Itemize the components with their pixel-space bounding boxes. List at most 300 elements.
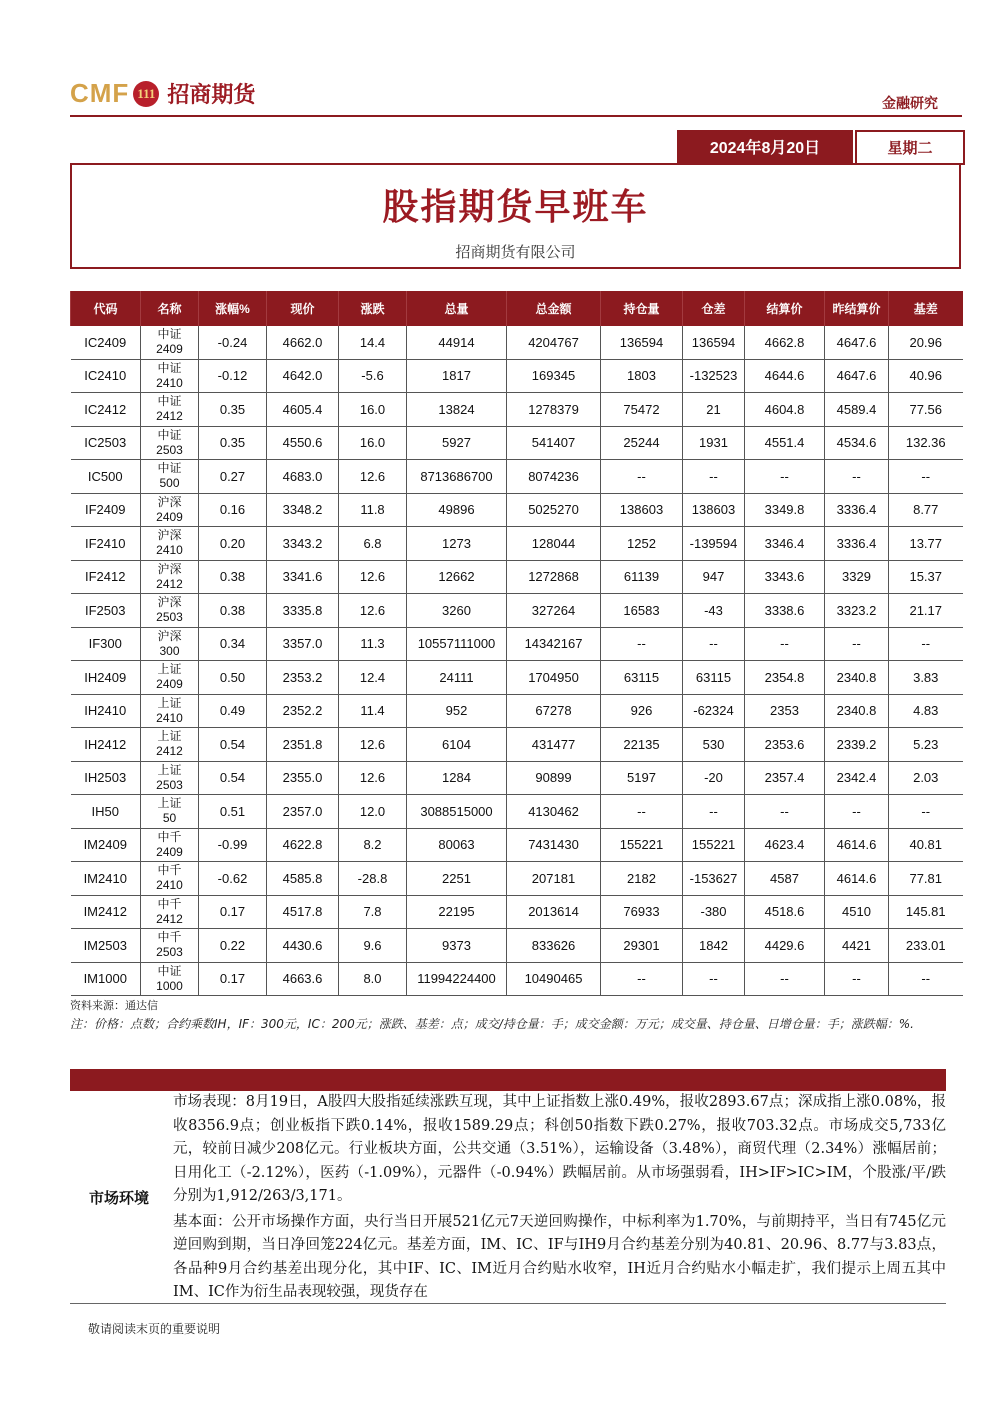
cell-chg: 11.4 — [339, 694, 407, 728]
cell-amt: 10490465 — [507, 962, 601, 996]
cell-price: 2353.2 — [267, 661, 339, 695]
cell-prev: -- — [825, 962, 889, 996]
cell-amt: 1704950 — [507, 661, 601, 695]
cell-chg: 12.0 — [339, 795, 407, 829]
cell-oi: 926 — [601, 694, 683, 728]
cell-amt: 1272868 — [507, 560, 601, 594]
table-row — [71, 527, 963, 561]
cell-name-index: 中证 — [157, 394, 182, 409]
cell-price: 4663.6 — [267, 962, 339, 996]
cell-name-month: 2503 — [156, 945, 183, 960]
cell-settle: 4551.4 — [745, 426, 825, 460]
cell-oichg: -- — [683, 627, 745, 661]
cell-oi: 1252 — [601, 527, 683, 561]
cell-name-month: 2409 — [156, 844, 183, 859]
cell-code: IH2503 — [71, 761, 141, 795]
cell-name-index: 沪深 — [157, 628, 182, 643]
cell-name — [141, 929, 199, 963]
cell-amt: 8074236 — [507, 460, 601, 494]
cell-code: IC2410 — [71, 359, 141, 393]
cell-basis: 132.36 — [889, 426, 963, 460]
cell-amt: 207181 — [507, 862, 601, 896]
fundamentals-paragraph: 基本面：公开市场操作方面，央行当日开展521亿元7天逆回购操作，中标利率为1.70%，与前期持平，当日有745亿元逆回购到期，当日净回笼224亿元。基差方面，IM、IC、IF与IH9月合约基差分别为40.81、20.96、8.77与3.83点，各品种9月合约基差出现分化，其中IF、IC、IM近月合约贴水收窄，IH近月合约贴水小幅走扩，我们提示上周五其中IM、IC作为衍生品表现较强，现货存在 — [173, 1213, 946, 1300]
cell-name — [141, 728, 199, 762]
cell-oichg: -- — [683, 962, 745, 996]
cell-chg: 6.8 — [339, 527, 407, 561]
cell-prev: 3329 — [825, 560, 889, 594]
cell-name-month: 2503 — [156, 777, 183, 792]
cell-prev: 4534.6 — [825, 426, 889, 460]
cell-code: IM1000 — [71, 962, 141, 996]
cell-name-month: 2412 — [156, 911, 183, 926]
cell-amt: 1278379 — [507, 393, 601, 427]
column-header: 代码 — [71, 291, 141, 326]
cell-oichg: -132523 — [683, 359, 745, 393]
cell-price: 4430.6 — [267, 929, 339, 963]
cell-oichg: 1931 — [683, 426, 745, 460]
title-box — [70, 163, 961, 269]
cell-amt: 7431430 — [507, 828, 601, 862]
cell-name-month: 1000 — [156, 978, 183, 993]
cell-code: IC2503 — [71, 426, 141, 460]
cell-vol: 2251 — [407, 862, 507, 896]
cell-oi: 138603 — [601, 493, 683, 527]
cell-name-index: 上证 — [157, 662, 182, 677]
cell-prev: 4614.6 — [825, 862, 889, 896]
table-row — [71, 359, 963, 393]
cell-oichg: 21 — [683, 393, 745, 427]
cell-name-month: 2409 — [156, 677, 183, 692]
cell-name-month: 2412 — [156, 744, 183, 759]
cell-code: IF2412 — [71, 560, 141, 594]
cell-prev: 4647.6 — [825, 326, 889, 359]
cell-oi: 63115 — [601, 661, 683, 695]
cell-vol: 1817 — [407, 359, 507, 393]
cell-pct: 0.20 — [199, 527, 267, 561]
cell-name-index: 中证 — [157, 461, 182, 476]
cell-basis: 77.81 — [889, 862, 963, 896]
cell-name-index: 沪深 — [157, 528, 182, 543]
table-row — [71, 795, 963, 829]
cell-chg: 12.6 — [339, 728, 407, 762]
cell-settle: 4604.8 — [745, 393, 825, 427]
table-body — [71, 326, 963, 996]
cell-vol: 13824 — [407, 393, 507, 427]
cell-name — [141, 661, 199, 695]
cell-oichg: 138603 — [683, 493, 745, 527]
cell-pct: 0.51 — [199, 795, 267, 829]
cell-oi: 25244 — [601, 426, 683, 460]
report-date: 2024年8月20日 — [677, 130, 853, 163]
cell-pct: 0.34 — [199, 627, 267, 661]
data-source: 资料来源：通达信 — [70, 999, 158, 1012]
cell-oi: 1803 — [601, 359, 683, 393]
cell-name — [141, 694, 199, 728]
cell-chg: 8.0 — [339, 962, 407, 996]
cell-vol: 3088515000 — [407, 795, 507, 829]
table-row — [71, 694, 963, 728]
cell-code: IM2409 — [71, 828, 141, 862]
cell-name — [141, 359, 199, 393]
cell-prev: -- — [825, 627, 889, 661]
table-row — [71, 862, 963, 896]
cell-settle: 4429.6 — [745, 929, 825, 963]
cell-name — [141, 426, 199, 460]
cell-vol: 49896 — [407, 493, 507, 527]
cell-name — [141, 527, 199, 561]
cell-oichg: 136594 — [683, 326, 745, 359]
cell-chg: -5.6 — [339, 359, 407, 393]
cell-basis: 13.77 — [889, 527, 963, 561]
cell-name — [141, 493, 199, 527]
cell-oi: 136594 — [601, 326, 683, 359]
table-row — [71, 493, 963, 527]
cell-settle: 3338.6 — [745, 594, 825, 628]
cell-pct: -0.12 — [199, 359, 267, 393]
cell-oichg: -43 — [683, 594, 745, 628]
cell-price: 2355.0 — [267, 761, 339, 795]
cell-code: IC500 — [71, 460, 141, 494]
cell-amt: 541407 — [507, 426, 601, 460]
cell-name-month: 2410 — [156, 878, 183, 893]
cell-prev: 4510 — [825, 895, 889, 929]
cell-oi: 61139 — [601, 560, 683, 594]
cell-basis: 40.81 — [889, 828, 963, 862]
cell-amt: 67278 — [507, 694, 601, 728]
cell-oi: 5197 — [601, 761, 683, 795]
cell-amt: 327264 — [507, 594, 601, 628]
table-row — [71, 761, 963, 795]
department-label: 金融研究 — [882, 96, 938, 112]
cell-oi: -- — [601, 962, 683, 996]
cell-amt: 5025270 — [507, 493, 601, 527]
cell-name-month: 2503 — [156, 442, 183, 457]
cell-settle: -- — [745, 795, 825, 829]
cell-code: IH2412 — [71, 728, 141, 762]
cell-basis: -- — [889, 460, 963, 494]
cell-amt: 833626 — [507, 929, 601, 963]
cell-pct: 0.54 — [199, 728, 267, 762]
cell-settle: 4623.4 — [745, 828, 825, 862]
cell-pct: -0.62 — [199, 862, 267, 896]
cell-amt: 169345 — [507, 359, 601, 393]
cell-code: IH2409 — [71, 661, 141, 695]
cell-name — [141, 862, 199, 896]
cell-vol: 12662 — [407, 560, 507, 594]
cell-price: 3335.8 — [267, 594, 339, 628]
cell-name-index: 上证 — [157, 729, 182, 744]
market-performance-paragraph: 市场表现：8月19日，A股四大股指延续涨跌互现，其中上证指数上涨0.49%，报收2893.67点；深成指上涨0.08%，报收8356.9点；创业板指下跌0.14%，报收1589.29点；科创50指数下跌0.27%，报收703.32点。市场成交5,733亿元，较前日减少208亿元。行业板块方面，公共交通（3.51%），运输设备（3.48%），商贸代理（2.34%）涨幅居前；日用化工（-2.12%），医药（-1.09%），元器件（-0.94%）跌幅居前。从市场强弱看，IH>IF>IC>IM，个股涨/平/跌分别为1,912/263/3,171。 — [173, 1094, 946, 1204]
cell-price: 3341.6 — [267, 560, 339, 594]
cell-prev: 2340.8 — [825, 694, 889, 728]
cell-pct: 0.38 — [199, 560, 267, 594]
table-row — [71, 661, 963, 695]
cell-name-index: 上证 — [157, 796, 182, 811]
futures-quote-table — [70, 291, 963, 996]
table-row — [71, 828, 963, 862]
cell-oichg: -20 — [683, 761, 745, 795]
cell-vol: 3260 — [407, 594, 507, 628]
cell-code: IC2412 — [71, 393, 141, 427]
cell-name-month: 2410 — [156, 710, 183, 725]
cell-pct: -0.24 — [199, 326, 267, 359]
column-header: 结算价 — [745, 291, 825, 326]
cell-oi: -- — [601, 627, 683, 661]
cell-basis: 8.77 — [889, 493, 963, 527]
cell-code: IM2503 — [71, 929, 141, 963]
cell-basis: -- — [889, 962, 963, 996]
cell-price: 2357.0 — [267, 795, 339, 829]
page-subtitle: 招商期货有限公司 — [455, 243, 576, 261]
cell-amt: 431477 — [507, 728, 601, 762]
footer-divider — [70, 1303, 946, 1304]
cell-oichg: 530 — [683, 728, 745, 762]
table-row — [71, 393, 963, 427]
cell-name-month: 2409 — [156, 509, 183, 524]
cell-prev: 2340.8 — [825, 661, 889, 695]
cell-pct: 0.16 — [199, 493, 267, 527]
report-weekday: 星期二 — [855, 130, 965, 165]
cell-oi: 76933 — [601, 895, 683, 929]
cell-code: IM2410 — [71, 862, 141, 896]
table-row — [71, 728, 963, 762]
market-section-body — [173, 1091, 946, 1301]
cell-basis: -- — [889, 795, 963, 829]
cell-amt: 128044 — [507, 527, 601, 561]
cell-settle: 4644.6 — [745, 359, 825, 393]
cell-name — [141, 460, 199, 494]
cell-oichg: -- — [683, 460, 745, 494]
cell-prev: 4589.4 — [825, 393, 889, 427]
cell-name — [141, 627, 199, 661]
cell-name-month: 300 — [159, 643, 180, 658]
logo-text: CMF — [70, 78, 130, 108]
cell-settle: -- — [745, 962, 825, 996]
cell-oichg: 1842 — [683, 929, 745, 963]
cell-code: IM2412 — [71, 895, 141, 929]
cell-price: 2351.8 — [267, 728, 339, 762]
cell-vol: 24111 — [407, 661, 507, 695]
cell-chg: 12.6 — [339, 560, 407, 594]
cell-price: 3343.2 — [267, 527, 339, 561]
cell-settle: 3346.4 — [745, 527, 825, 561]
cell-basis: -- — [889, 627, 963, 661]
cell-name-month: 500 — [159, 476, 180, 491]
cell-chg: 12.6 — [339, 460, 407, 494]
table-row — [71, 426, 963, 460]
cell-vol: 5927 — [407, 426, 507, 460]
cell-name-index: 中证 — [157, 360, 182, 375]
cell-name-month: 2412 — [156, 576, 183, 591]
cell-name-index: 中千 — [157, 829, 182, 844]
cell-basis: 3.83 — [889, 661, 963, 695]
cell-basis: 15.37 — [889, 560, 963, 594]
cell-basis: 2.03 — [889, 761, 963, 795]
table-row — [71, 326, 963, 359]
cell-oichg: -- — [683, 795, 745, 829]
cell-name-index: 中千 — [157, 896, 182, 911]
cell-settle: -- — [745, 460, 825, 494]
cell-vol: 22195 — [407, 895, 507, 929]
cell-prev: 3323.2 — [825, 594, 889, 628]
cell-oi: 16583 — [601, 594, 683, 628]
cell-name-month: 2409 — [156, 342, 183, 357]
cell-name-index: 沪深 — [157, 561, 182, 576]
cell-prev: -- — [825, 795, 889, 829]
cell-name-index: 中千 — [157, 863, 182, 878]
cell-vol: 1284 — [407, 761, 507, 795]
cell-chg: 11.3 — [339, 627, 407, 661]
table-note: 注：价格：点数；合约乘数IH，IF：300元，IC：200元；涨跌、基差：点；成交/持仓量：手；成交金额：万元；成交量、持仓量、日增仓量：手；涨跌幅：%. — [70, 1017, 914, 1031]
cell-code: IF2503 — [71, 594, 141, 628]
cell-name-index: 上证 — [157, 695, 182, 710]
cell-vol: 8713686700 — [407, 460, 507, 494]
cell-price: 4550.6 — [267, 426, 339, 460]
cell-price: 3357.0 — [267, 627, 339, 661]
cell-pct: 0.17 — [199, 962, 267, 996]
table-row — [71, 594, 963, 628]
cell-oichg: -380 — [683, 895, 745, 929]
column-header: 涨跌 — [339, 291, 407, 326]
cell-prev: 3336.4 — [825, 493, 889, 527]
cell-amt: 4204767 — [507, 326, 601, 359]
cell-settle: 2353.6 — [745, 728, 825, 762]
column-header: 总金额 — [507, 291, 601, 326]
market-section — [70, 1091, 946, 1301]
cell-prev: 2342.4 — [825, 761, 889, 795]
cell-pct: 0.35 — [199, 426, 267, 460]
column-header: 现价 — [267, 291, 339, 326]
cell-name — [141, 560, 199, 594]
cell-name — [141, 795, 199, 829]
cell-amt: 14342167 — [507, 627, 601, 661]
cell-name-index: 中千 — [157, 930, 182, 945]
cell-pct: 0.54 — [199, 761, 267, 795]
cell-name-month: 2410 — [156, 375, 183, 390]
table-row — [71, 460, 963, 494]
cell-prev: -- — [825, 460, 889, 494]
cell-basis: 40.96 — [889, 359, 963, 393]
column-header: 持仓量 — [601, 291, 683, 326]
cell-oichg: -139594 — [683, 527, 745, 561]
cell-settle: 3349.8 — [745, 493, 825, 527]
cell-name-month: 2503 — [156, 610, 183, 625]
cell-name — [141, 594, 199, 628]
cell-vol: 1273 — [407, 527, 507, 561]
cell-code: IF2410 — [71, 527, 141, 561]
cell-chg: 16.0 — [339, 393, 407, 427]
cell-name-month: 2412 — [156, 409, 183, 424]
cell-price: 4517.8 — [267, 895, 339, 929]
cell-code: IF2409 — [71, 493, 141, 527]
cell-code: IC2409 — [71, 326, 141, 359]
cell-price: 4605.4 — [267, 393, 339, 427]
cell-vol: 11994224400 — [407, 962, 507, 996]
cell-pct: -0.99 — [199, 828, 267, 862]
cell-prev: 3336.4 — [825, 527, 889, 561]
column-header: 涨幅% — [199, 291, 267, 326]
logo-company-name: 招商期货 — [167, 83, 256, 108]
cell-pct: 0.17 — [199, 895, 267, 929]
cell-oi: -- — [601, 460, 683, 494]
cell-amt: 2013614 — [507, 895, 601, 929]
cell-name-index: 沪深 — [157, 595, 182, 610]
cell-pct: 0.27 — [199, 460, 267, 494]
cell-chg: 8.2 — [339, 828, 407, 862]
cell-name — [141, 895, 199, 929]
column-header: 昨结算价 — [825, 291, 889, 326]
cell-oi: 155221 — [601, 828, 683, 862]
cell-oi: 29301 — [601, 929, 683, 963]
cell-amt: 90899 — [507, 761, 601, 795]
cell-name-month: 2410 — [156, 543, 183, 558]
cell-code: IH2410 — [71, 694, 141, 728]
cell-name-index: 中证 — [157, 427, 182, 442]
cell-oichg: 947 — [683, 560, 745, 594]
cell-vol: 6104 — [407, 728, 507, 762]
table-row — [71, 929, 963, 963]
cell-settle: 2357.4 — [745, 761, 825, 795]
cell-chg: 12.4 — [339, 661, 407, 695]
market-label-text: 市场环境 — [88, 1188, 149, 1207]
cell-chg: 9.6 — [339, 929, 407, 963]
cell-chg: 12.6 — [339, 761, 407, 795]
cell-vol: 10557111000 — [407, 627, 507, 661]
cell-name — [141, 828, 199, 862]
cell-settle: 4518.6 — [745, 895, 825, 929]
cell-price: 4683.0 — [267, 460, 339, 494]
cell-chg: 11.8 — [339, 493, 407, 527]
column-header: 基差 — [889, 291, 963, 326]
cell-price: 3348.2 — [267, 493, 339, 527]
table-header-row — [71, 291, 963, 326]
cell-basis: 4.83 — [889, 694, 963, 728]
cell-pct: 0.22 — [199, 929, 267, 963]
cell-name-month: 50 — [162, 811, 177, 826]
cell-pct: 0.49 — [199, 694, 267, 728]
cell-name — [141, 761, 199, 795]
table-row — [71, 962, 963, 996]
column-header: 仓差 — [683, 291, 745, 326]
cell-oichg: 63115 — [683, 661, 745, 695]
cell-vol: 9373 — [407, 929, 507, 963]
section-divider-bar — [70, 1069, 946, 1091]
cell-oichg: 155221 — [683, 828, 745, 862]
cell-pct: 0.35 — [199, 393, 267, 427]
table-row — [71, 895, 963, 929]
cell-chg: 14.4 — [339, 326, 407, 359]
cell-oichg: -153627 — [683, 862, 745, 896]
cell-oi: -- — [601, 795, 683, 829]
column-header: 名称 — [141, 291, 199, 326]
cell-chg: 12.6 — [339, 594, 407, 628]
cell-name — [141, 962, 199, 996]
market-section-label — [70, 1091, 168, 1301]
cell-oi: 2182 — [601, 862, 683, 896]
cell-price: 4585.8 — [267, 862, 339, 896]
cell-prev: 4647.6 — [825, 359, 889, 393]
cell-basis: 21.17 — [889, 594, 963, 628]
table-row — [71, 560, 963, 594]
logo-seal-icon: 111 — [133, 81, 159, 107]
cell-settle: 2353 — [745, 694, 825, 728]
column-header: 总量 — [407, 291, 507, 326]
cell-pct: 0.50 — [199, 661, 267, 695]
cell-basis: 77.56 — [889, 393, 963, 427]
footer-disclaimer: 敬请阅读末页的重要说明 — [88, 1322, 221, 1336]
cell-name-index: 沪深 — [157, 494, 182, 509]
cell-amt: 4130462 — [507, 795, 601, 829]
